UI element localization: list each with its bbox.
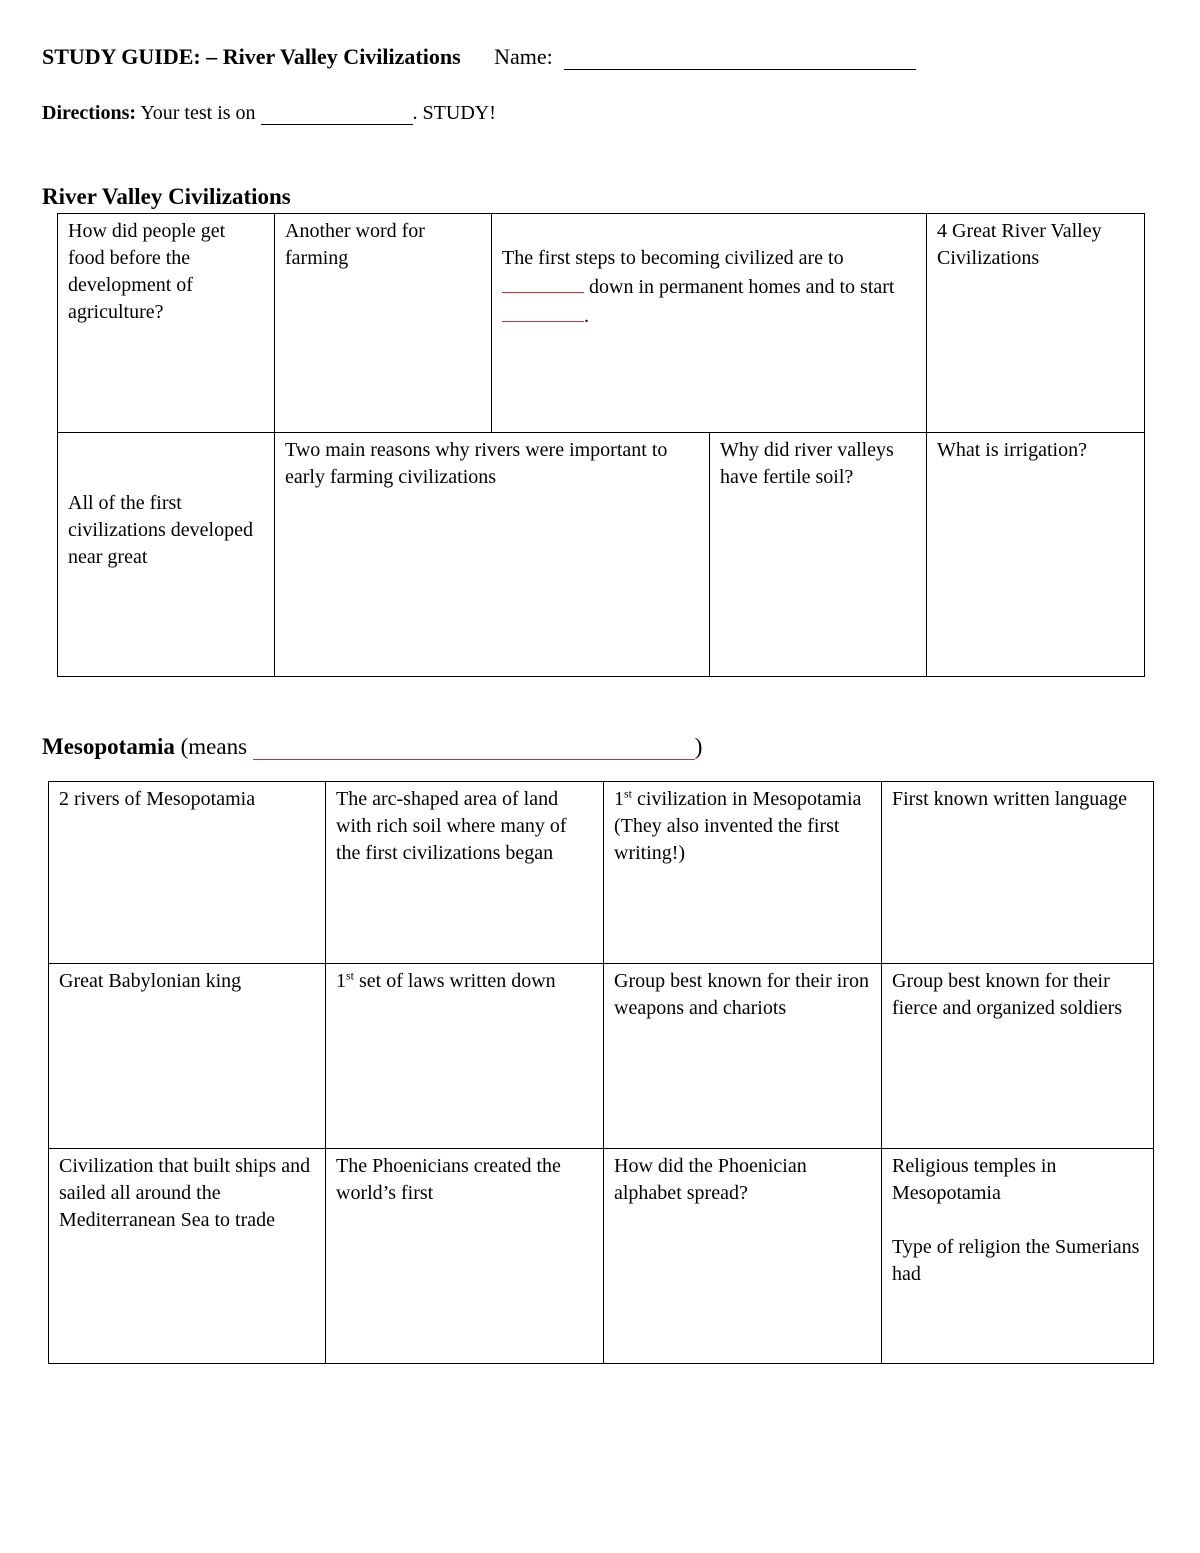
cell-text: How did people get food before the development of agriculture? bbox=[68, 220, 226, 323]
s1-right-border bbox=[1144, 213, 1145, 676]
title-dash: – bbox=[206, 44, 218, 69]
first-steps-text-3: . bbox=[584, 305, 589, 327]
cell-text bbox=[614, 786, 871, 867]
title-prefix: STUDY GUIDE: bbox=[42, 44, 201, 69]
cell-text: Why did river valleys have fertile soil? bbox=[720, 439, 894, 488]
s1-cell-irrigation[interactable] bbox=[926, 432, 1144, 676]
s1-cell-rivers-important[interactable] bbox=[274, 432, 709, 676]
s2-cell-phoenicians-created[interactable] bbox=[325, 1148, 603, 1363]
cell-text: What is irrigation? bbox=[937, 439, 1087, 461]
s2-cell-two-rivers[interactable] bbox=[48, 781, 325, 963]
s2-cell-sailed-to-trade[interactable] bbox=[48, 1148, 325, 1363]
s2-cell-fertile-crescent[interactable] bbox=[325, 781, 603, 963]
cell-text: 2 rivers of Mesopotamia bbox=[59, 788, 256, 810]
directions bbox=[42, 102, 496, 125]
page-title bbox=[42, 44, 916, 70]
section2-title-close: ) bbox=[694, 734, 703, 759]
ordinal-number: 1 bbox=[614, 788, 624, 810]
section1-title: River Valley Civilizations bbox=[42, 184, 291, 209]
s1-cell-word-for-farming[interactable] bbox=[274, 213, 491, 432]
s1-cell-developed-near[interactable] bbox=[57, 432, 274, 676]
s2-cell-babylonian-king[interactable] bbox=[48, 963, 325, 1148]
first-steps-text-1: The first steps to becoming civilized are to bbox=[502, 247, 844, 269]
first-civilization-text: civilization in Mesopotamia (They also invented the first writing!) bbox=[614, 788, 862, 864]
s1-cell-fertile-soil[interactable] bbox=[709, 432, 926, 676]
s1-bottom-border bbox=[57, 676, 1145, 677]
ordinal-number: 1 bbox=[336, 970, 346, 992]
s2-cell-first-laws[interactable] bbox=[325, 963, 603, 1148]
directions-label: Directions: bbox=[42, 102, 137, 124]
s2-cell-alphabet-spread[interactable] bbox=[603, 1148, 881, 1363]
cell-text: Another word for farming bbox=[285, 220, 425, 269]
cell-text: Group best known for their iron weapons and chariots bbox=[614, 970, 869, 1019]
s1-cell-first-steps[interactable] bbox=[491, 213, 926, 432]
ordinal-suffix: st bbox=[624, 786, 633, 801]
cell-text: All of the first civilizations developed near great bbox=[68, 492, 253, 568]
s2-right-border bbox=[1153, 781, 1154, 1363]
s2-bottom-border bbox=[48, 1363, 1154, 1364]
mesopotamia-meaning-blank[interactable] bbox=[253, 737, 695, 760]
name-blank-field[interactable] bbox=[564, 47, 916, 70]
cell-text: Group best known for their fierce and organized soldiers bbox=[892, 970, 1123, 1019]
s2-cell-first-civilization[interactable] bbox=[603, 781, 881, 963]
title-main: River Valley Civilizations bbox=[222, 44, 461, 69]
directions-text-after: . STUDY! bbox=[412, 102, 496, 124]
farming-blank[interactable] bbox=[502, 301, 584, 322]
name-label: Name: bbox=[494, 44, 553, 69]
cell-text: The arc-shaped area of land with rich soil where many of the first civilizations began bbox=[336, 788, 567, 864]
cell-text bbox=[502, 245, 916, 330]
test-date-blank[interactable] bbox=[261, 104, 413, 125]
s1-cell-four-civilizations[interactable] bbox=[926, 213, 1144, 432]
temples-text: Religious temples in Mesopotamia bbox=[892, 1155, 1057, 1204]
s2-cell-fierce-soldiers[interactable] bbox=[881, 963, 1153, 1148]
s2-cell-temples-religion[interactable] bbox=[881, 1148, 1153, 1363]
section2-title bbox=[42, 734, 702, 760]
cell-text: Great Babylonian king bbox=[59, 970, 242, 992]
cell-text: Two main reasons why rivers were important to early farming civilizations bbox=[285, 439, 668, 488]
section2-title-open: (means bbox=[180, 734, 248, 759]
settle-blank[interactable] bbox=[502, 272, 584, 293]
cell-text bbox=[336, 968, 593, 995]
cell-text: First known written language bbox=[892, 788, 1127, 810]
s2-cell-written-language[interactable] bbox=[881, 781, 1153, 963]
cell-text: Civilization that built ships and sailed all around the Mediterranean Sea to trade bbox=[59, 1155, 311, 1231]
directions-text-before: Your test is on bbox=[140, 102, 256, 124]
religion-type-text: Type of religion the Sumerians had bbox=[892, 1236, 1140, 1285]
cell-text: How did the Phoenician alphabet spread? bbox=[614, 1155, 807, 1204]
cell-text: The Phoenicians created the world’s first bbox=[336, 1155, 561, 1204]
s1-cell-food-before-agriculture[interactable] bbox=[57, 213, 274, 432]
first-laws-text: set of laws written down bbox=[354, 970, 556, 992]
cell-text: 4 Great River Valley Civilizations bbox=[937, 220, 1102, 269]
ordinal-suffix: st bbox=[346, 968, 355, 983]
s2-cell-iron-weapons[interactable] bbox=[603, 963, 881, 1148]
section2-title-bold: Mesopotamia bbox=[42, 734, 175, 759]
first-steps-text-2: down in permanent homes and to start bbox=[589, 276, 895, 298]
